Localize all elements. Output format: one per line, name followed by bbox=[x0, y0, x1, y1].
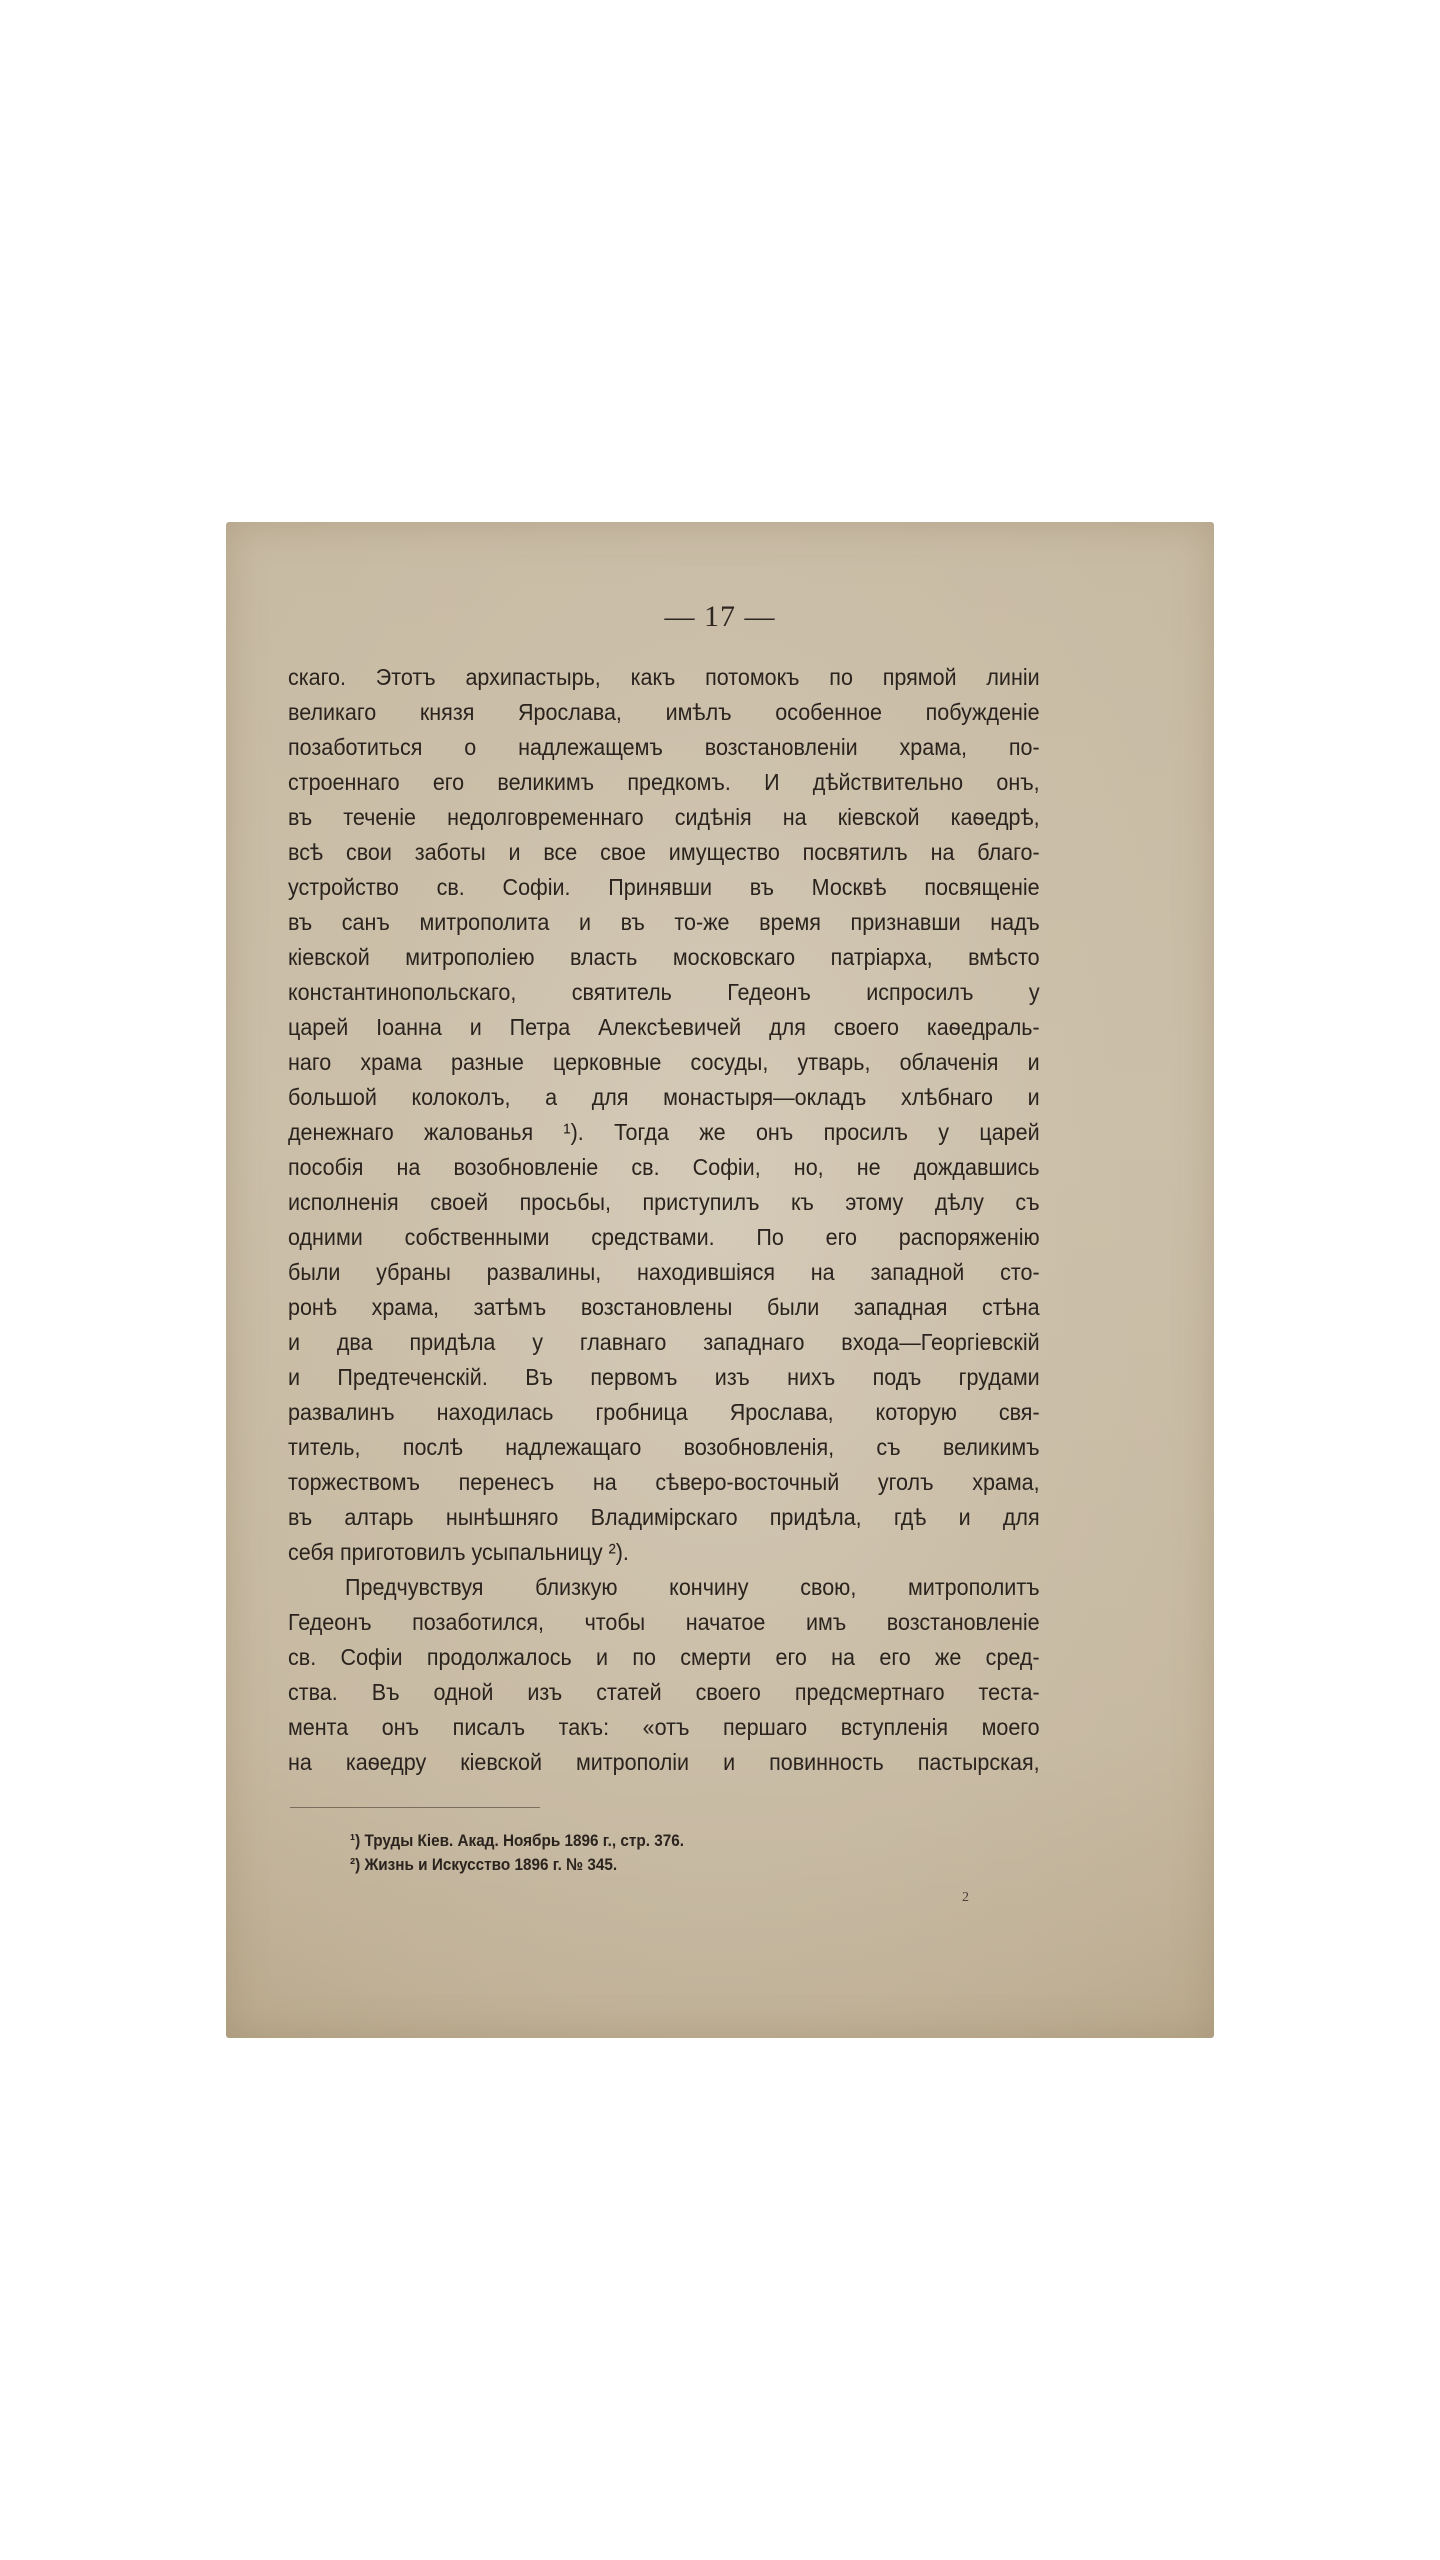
text-line: ронѣ храма, затѣмъ возстановлены были западная стѣна bbox=[288, 1294, 1040, 1320]
text-line: царей Іоанна и Петра Алексѣевичей для своего каѳедраль- bbox=[288, 1014, 1040, 1040]
text-line: всѣ свои заботы и все свое имущество посвятилъ на благо- bbox=[288, 839, 1040, 865]
text-line-paragraph-start: Предчувствуя близкую кончину свою, митрополитъ bbox=[345, 1574, 1040, 1600]
text-line: большой колоколъ, а для монастыря—окладъ хлѣбнаго и bbox=[288, 1084, 1040, 1110]
text-line: торжествомъ перенесъ на сѣверо-восточный уголъ храма, bbox=[288, 1469, 1040, 1495]
text-line: кіевской митрополіею власть московскаго патріарха, вмѣсто bbox=[288, 944, 1040, 970]
text-line: строеннаго его великимъ предкомъ. И дѣйствительно онъ, bbox=[288, 769, 1040, 795]
text-line: великаго князя Ярослава, имѣлъ особенное побужденіе bbox=[288, 699, 1040, 725]
text-line: наго храма разные церковные сосуды, утварь, облаченія и bbox=[288, 1049, 1040, 1075]
footnote-1: ¹) Труды Кіев. Акад. Ноябрь 1896 г., стр. 376. bbox=[350, 1831, 685, 1850]
printer-signature-mark: 2 bbox=[962, 1890, 969, 1905]
text-line: одними собственными средствами. По его распоряженію bbox=[288, 1224, 1040, 1250]
footnotes bbox=[350, 1829, 684, 1877]
text-line: развалинъ находилась гробница Ярослава, которую свя- bbox=[288, 1399, 1040, 1425]
text-line: скаго. Этотъ архипастырь, какъ потомокъ по прямой линіи bbox=[288, 664, 1040, 690]
text-line: св. Софіи продолжалось и по смерти его на его же сред- bbox=[288, 1644, 1040, 1670]
page-number: — 17 — bbox=[664, 600, 776, 633]
text-line: позаботиться о надлежащемъ возстановленіи храма, по- bbox=[288, 734, 1040, 760]
text-line: въ санъ митрополита и въ то-же время признавши надъ bbox=[288, 909, 1040, 935]
text-line: Гедеонъ позаботился, чтобы начатое имъ возстановленіе bbox=[288, 1609, 1040, 1635]
footnote-2: ²) Жизнь и Искусство 1896 г. № 345. bbox=[350, 1855, 618, 1874]
text-line: ства. Въ одной изъ статей своего предсмертнаго теста- bbox=[288, 1679, 1040, 1705]
text-line: на каѳедру кіевской митрополіи и повинность пастырская, bbox=[288, 1749, 1040, 1775]
text-line: устройство св. Софіи. Принявши въ Москвѣ посвященіе bbox=[288, 874, 1040, 900]
text-line: исполненія своей просьбы, приступилъ къ этому дѣлу съ bbox=[288, 1189, 1040, 1215]
text-line: мента онъ писалъ такъ: «отъ першаго вступленія моего bbox=[288, 1714, 1040, 1740]
footnote-divider bbox=[290, 1807, 540, 1808]
text-line: и два придѣла у главнаго западнаго входа—Георгіевскій bbox=[288, 1329, 1040, 1355]
text-line: были убраны развалины, находившіяся на западной сто- bbox=[288, 1259, 1040, 1285]
body-text bbox=[288, 660, 1040, 1780]
text-line: титель, послѣ надлежащаго возобновленія, съ великимъ bbox=[288, 1434, 1040, 1460]
text-line: и Предтеченскій. Въ первомъ изъ нихъ подъ грудами bbox=[288, 1364, 1040, 1390]
text-line: пособія на возобновленіе св. Софіи, но, не дождавшись bbox=[288, 1154, 1040, 1180]
text-line: въ алтарь нынѣшняго Владимірскаго придѣла, гдѣ и для bbox=[288, 1504, 1040, 1530]
text-line: константинопольскаго, святитель Гедеонъ испросилъ у bbox=[288, 979, 1040, 1005]
book-page bbox=[226, 522, 1214, 2038]
text-line: себя приготовилъ усыпальницу ²). bbox=[288, 1539, 629, 1565]
text-line: въ теченіе недолговременнаго сидѣнія на кіевской каѳедрѣ, bbox=[288, 804, 1040, 830]
text-line: денежнаго жалованья ¹). Тогда же онъ просилъ у царей bbox=[288, 1119, 1040, 1145]
